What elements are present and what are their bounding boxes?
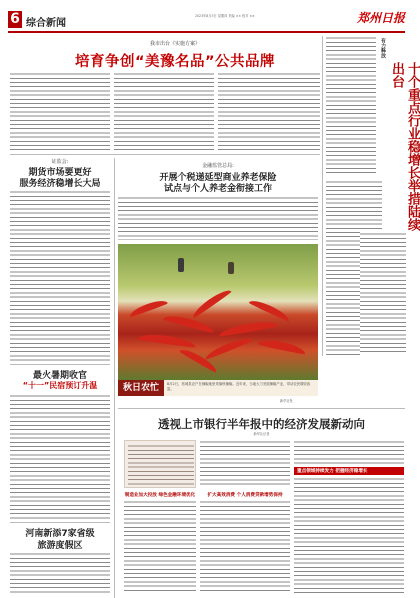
divider	[322, 36, 323, 356]
photo-credit: 新华社发	[280, 399, 293, 403]
page-number: 6	[8, 11, 22, 28]
bottom-body-2	[294, 440, 404, 464]
center-headline-2: 试点与个人养老金衔接工作	[163, 184, 272, 194]
bottom-body-5	[294, 477, 404, 594]
bottom-byline: 新华社记者	[253, 432, 270, 436]
bottom-subhead-2: 扩大高效消费 个人消费贷款增势保持	[207, 493, 283, 498]
divider	[10, 522, 110, 523]
section-title: 综合新闻	[26, 18, 66, 29]
bottom-headline: 透视上市银行半年报中的经济发展新动向	[158, 417, 365, 431]
bottom-right-pill: 重点领域持续发力 把握经济稳增长	[294, 467, 404, 475]
divider	[10, 364, 110, 365]
bottom-body-4	[200, 500, 290, 594]
left1-kicker: 证监会:	[51, 159, 69, 165]
bottom-intro-box	[124, 440, 196, 488]
left1-headline-2: 服务经济稳增长大局	[19, 179, 101, 189]
photo-caption: 8月2日，柘城县农户在辣椒地里采摘秋辣椒。近年来，当地大力发展辣椒产业，带动农民增收致富。	[164, 380, 318, 396]
main-headline: 培育争创“美豫名品”公共品牌	[74, 54, 276, 70]
left3-body	[10, 552, 110, 594]
center-kicker: 金融监管总局:	[202, 163, 234, 169]
center-headline-1: 开展个税递延型商业养老保险	[159, 173, 277, 183]
right-kicker: 有力释放	[380, 38, 386, 58]
bottom-body-3	[124, 500, 196, 594]
main-story-body	[10, 72, 320, 150]
bottom-body-1	[200, 440, 290, 488]
chili-harvest-photo	[118, 244, 318, 380]
newspaper-logo: 郑州日报	[356, 11, 405, 25]
left2-headline-2: “十一”民宿预订升温	[22, 381, 98, 390]
right-story-body	[326, 36, 376, 176]
center-body	[118, 196, 318, 240]
main-kicker: 我市出台《实施方案》	[149, 41, 200, 47]
left2-body	[10, 394, 110, 520]
photo-label: 秋日农忙	[118, 380, 164, 396]
bottom-subhead-1: 制造业加大投放 绿色金融环境优化	[124, 493, 196, 498]
right-story-body-3	[360, 232, 406, 355]
left1-body	[10, 190, 110, 362]
left2-headline-1: 最火暑期收官	[32, 371, 87, 381]
left1-headline-1: 期货市场要更好	[28, 168, 92, 178]
header-rule	[8, 31, 405, 33]
left3-headline-1: 河南新添7家省级	[25, 529, 95, 539]
divider	[10, 154, 320, 155]
date-info: 2023年8月3日 星期四 责编 ×× 校对 ××	[195, 14, 255, 18]
divider	[118, 408, 405, 409]
divider	[114, 158, 115, 598]
left3-headline-2: 旅游度假区	[37, 541, 83, 551]
right-vertical-headline: 十个重点行业稳增长举措陆续出台	[389, 62, 420, 231]
